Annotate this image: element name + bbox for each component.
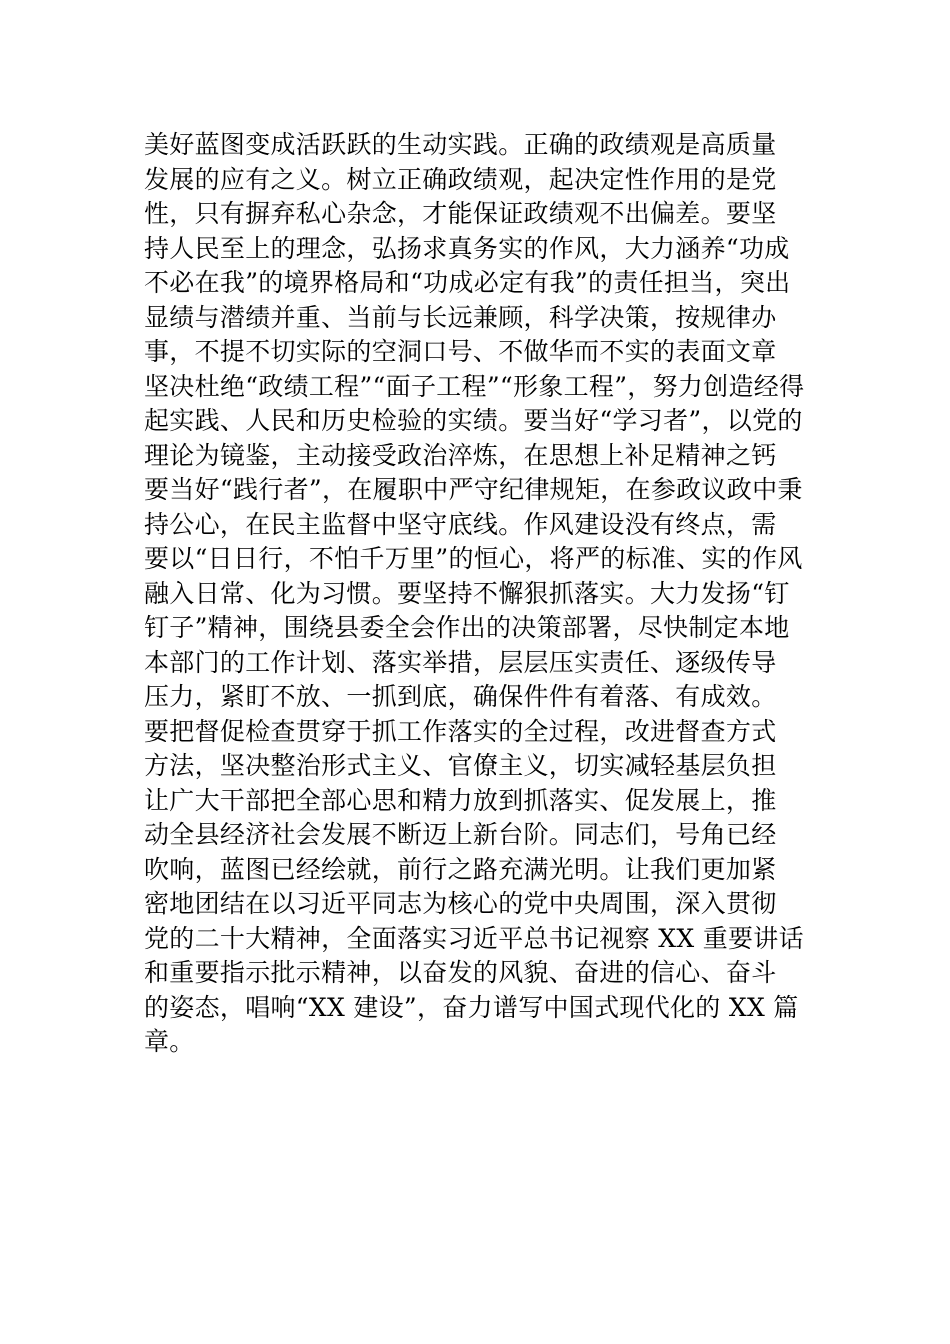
text-line-19: 方法，坚决整治形式主义、官僚主义，切实减轻基层负担 xyxy=(144,751,777,780)
text-line-20: 让广大干部把全部心思和精力放到抓落实、促发展上，推 xyxy=(144,785,777,815)
text-line-9: 起实践、人民和历史检验的实绩。要当好“学习者”，以党的 xyxy=(144,406,803,435)
text-line-7: 事，不提不切实际的空洞口号、不做华而不实的表面文章 xyxy=(144,337,777,366)
text-line-8: 坚决杜绝“政绩工程”“面子工程”“形象工程”，努力创造经得 xyxy=(144,371,805,401)
text-line-11: 要当好“践行者”，在履职中严守纪律规矩，在参政议政中秉 xyxy=(144,475,803,504)
text-line-6: 显绩与潜绩并重、当前与长远兼顾，科学决策，按规律办 xyxy=(144,302,777,332)
text-line-26: 的姿态，唱响“XX 建设”，奋力谱写中国式现代化的 XX 篇 xyxy=(144,992,799,1022)
text-line-14: 融入日常、化为习惯。要坚持不懈狠抓落实。大力发扬“钉 xyxy=(144,578,790,608)
text-line-2: 发展的应有之义。树立正确政绩观，起决定性作用的是党 xyxy=(144,164,777,194)
text-line-23: 密地团结在以习近平同志为核心的党中央周围，深入贯彻 xyxy=(144,889,777,918)
text-line-15: 钉子”精神，围绕县委全会作出的决策部署，尽快制定本地 xyxy=(144,613,790,642)
text-line-18: 要把督促检查贯穿于抓工作落实的全过程，改进督查方式 xyxy=(144,716,777,746)
text-line-3: 性，只有摒弃私心杂念，才能保证政绩观不出偏差。要坚 xyxy=(144,199,777,228)
text-line-13: 要以“日日行，不怕千万里”的恒心，将严的标准、实的作风 xyxy=(144,544,803,573)
text-line-12: 持公心，在民主监督中坚守底线。作风建设没有终点，需 xyxy=(144,509,777,539)
text-line-4: 持人民至上的理念，弘扬求真务实的作风，大力涵养“功成 xyxy=(144,233,790,263)
text-line-21: 动全县经济社会发展不断迈上新台阶。同志们，号角已经 xyxy=(144,820,777,849)
text-line-10: 理论为镜鉴，主动接受政治淬炼，在思想上补足精神之钙 xyxy=(144,440,777,470)
text-line-16: 本部门的工作计划、落实举措，层层压实责任、逐级传导 xyxy=(144,647,777,677)
text-line-17: 压力，紧盯不放、一抓到底，确保件件有着落、有成效。 xyxy=(144,682,777,711)
text-line-27: 章。 xyxy=(144,1027,195,1056)
text-line-5: 不必在我”的境界格局和“功成必定有我”的责任担当，突出 xyxy=(144,268,791,297)
text-line-25: 和重要指示批示精神，以奋发的风貌、奋进的信心、奋斗 xyxy=(144,958,777,987)
body-text xyxy=(144,128,814,1060)
text-line-1: 美好蓝图变成活跃跃的生动实践。正确的政绩观是高质量 xyxy=(144,130,777,159)
text-line-22: 吹响，蓝图已经绘就，前行之路充满光明。让我们更加紧 xyxy=(144,854,777,884)
text-line-24: 党的二十大精神，全面落实习近平总书记视察 XX 重要讲话 xyxy=(144,923,804,953)
